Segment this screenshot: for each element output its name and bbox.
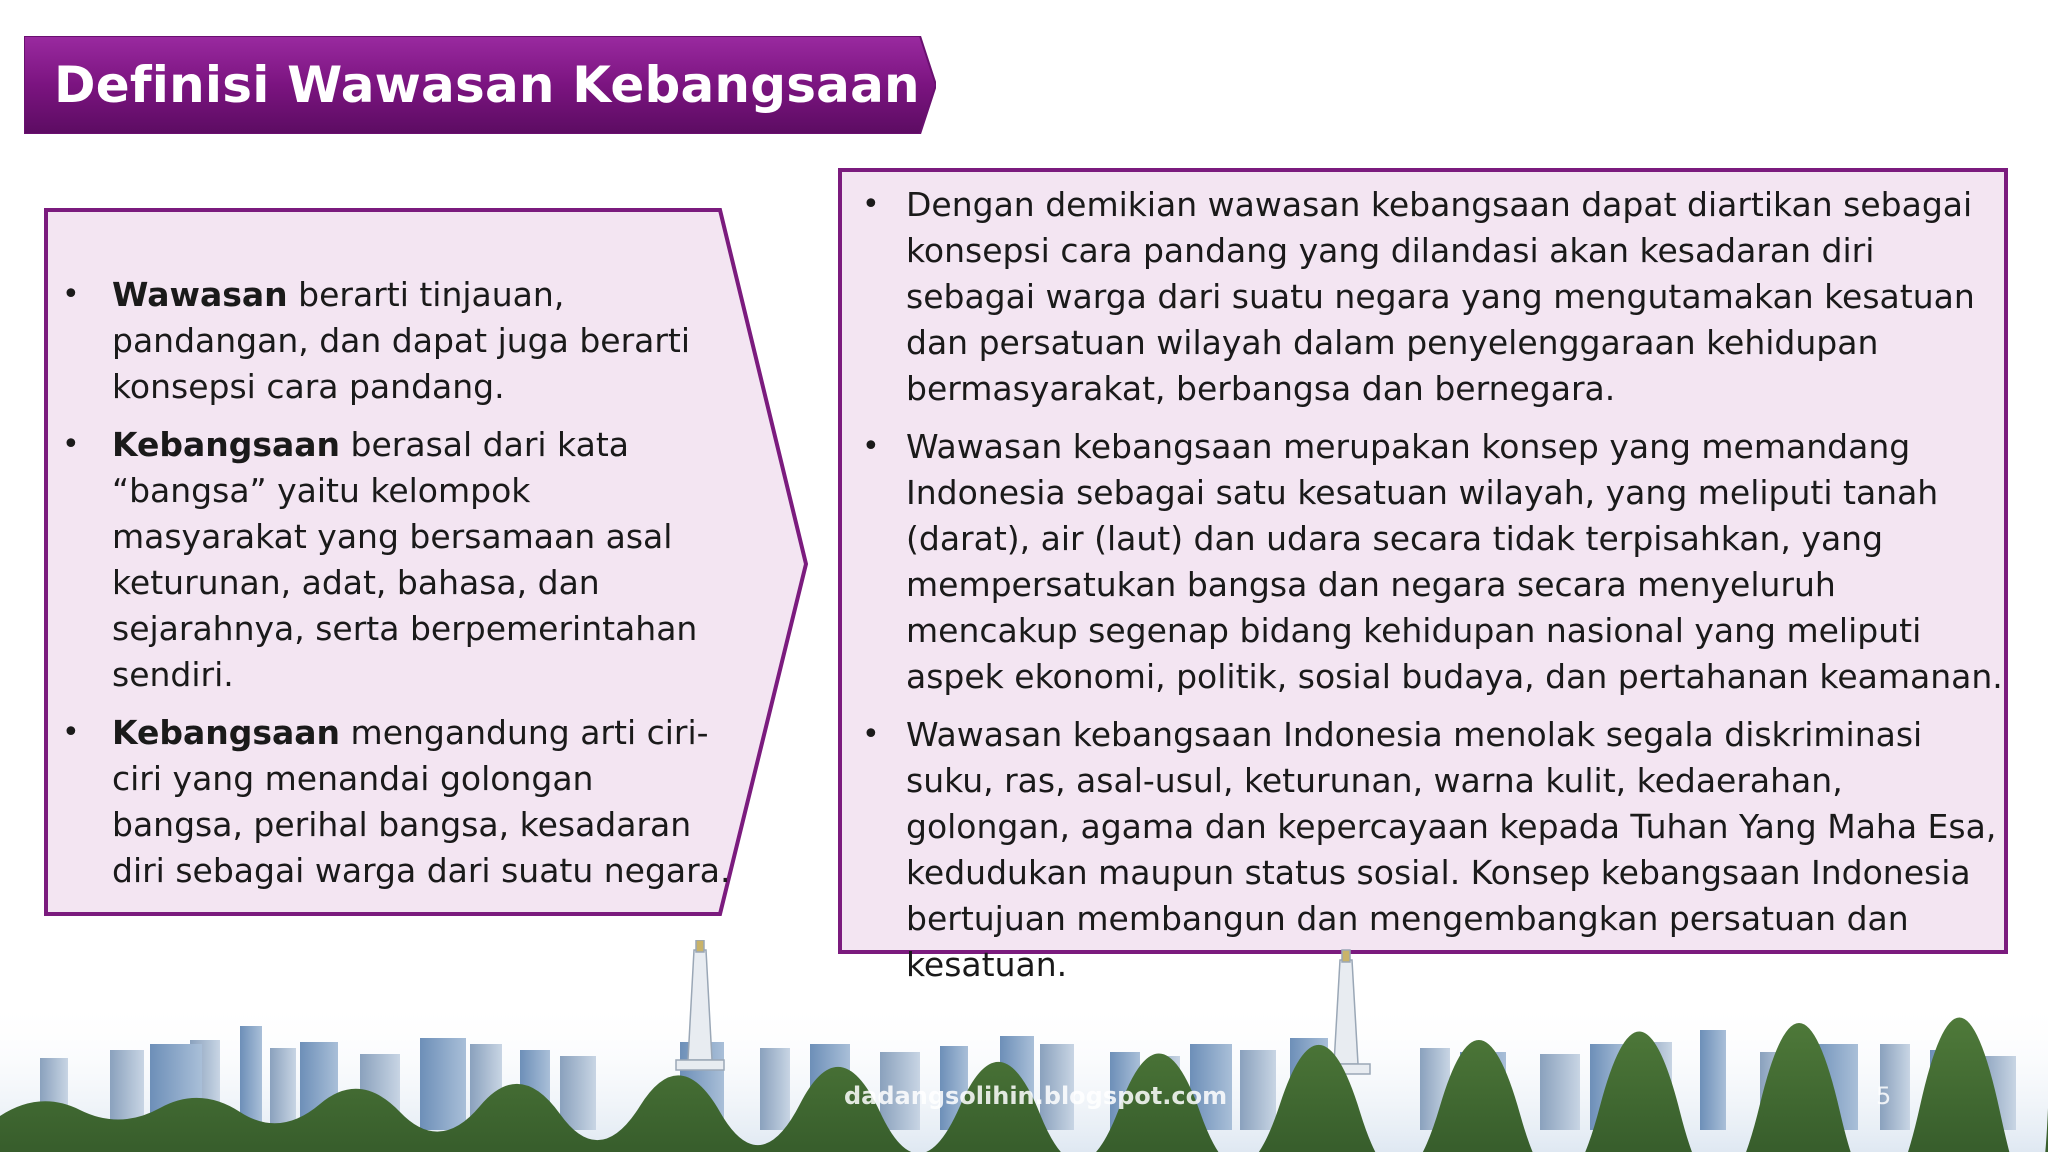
term-description: berasal dari kata “bangsa” yaitu kelompok masyarakat yang bersamaan asal keturunan, adat, bahasa, dan sejarahnya, serta berpemerintahan sendiri. xyxy=(112,425,698,694)
list-item xyxy=(852,182,2008,412)
explanation-list xyxy=(852,182,2008,1000)
bullet-icon: • xyxy=(862,717,880,752)
list-item xyxy=(852,424,2008,700)
city-skyline-image xyxy=(0,940,2048,1152)
term-label: Kebangsaan xyxy=(112,713,341,752)
paragraph-text: Dengan demikian wawasan kebangsaan dapat diartikan sebagai konsepsi cara pandang yang dilandasi akan kesadaran diri sebagai warga dari suatu negara yang mengutamakan kesatuan dan persatuan wilayah dalam penyelenggaraan kehidupan bermasyarakat, berbangsa dan bernegara. xyxy=(906,185,1975,408)
definition-list xyxy=(54,272,734,906)
term-description: mengandung arti ciri-ciri yang menandai golongan bangsa, perihal bangsa, kesadaran diri sebagai warga dari suatu negara. xyxy=(112,713,731,890)
bullet-icon: • xyxy=(62,715,80,750)
term-label: Kebangsaan xyxy=(112,425,341,464)
explanation-panel xyxy=(838,168,2008,984)
footer-url: dadangsolihin.blogspot.com xyxy=(844,1082,1228,1110)
bullet-icon: • xyxy=(62,277,80,312)
bullet-icon: • xyxy=(862,429,880,464)
term-label: Wawasan xyxy=(112,275,288,314)
title-banner xyxy=(24,36,936,134)
paragraph-text: Wawasan kebangsaan Indonesia menolak segala diskriminasi suku, ras, asal-usul, keturunan, warna kulit, kedaerahan, golongan, agama dan kepercayaan kepada Tuhan Yang Maha Esa, kedudukan maupun status sosial. Konsep kebangsaan Indonesia bertujuan membangun dan mengembangkan persatuan dan kesatuan. xyxy=(906,715,1997,984)
list-item xyxy=(54,272,734,410)
list-item xyxy=(54,710,734,894)
paragraph-text: Wawasan kebangsaan merupakan konsep yang memandang Indonesia sebagai satu kesatuan wilayah, yang meliputi tanah (darat), air (laut) dan udara secara tidak terpisahkan, yang mempersatukan bangsa dan negara secara menyeluruh mencakup segenap bidang kehidupan nasional yang meliputi aspek ekonomi, politik, sosial budaya, dan pertahanan keamanan. xyxy=(906,427,2003,696)
list-item xyxy=(54,422,734,698)
bullet-icon: • xyxy=(62,427,80,462)
page-title: Definisi Wawasan Kebangsaan xyxy=(54,56,920,114)
page-number: 5 xyxy=(1876,1082,1892,1110)
definition-panel xyxy=(44,208,810,918)
term-description: berarti tinjauan, pandangan, dan dapat juga berarti konsepsi cara pandang. xyxy=(112,275,691,406)
bullet-icon: • xyxy=(862,187,880,222)
